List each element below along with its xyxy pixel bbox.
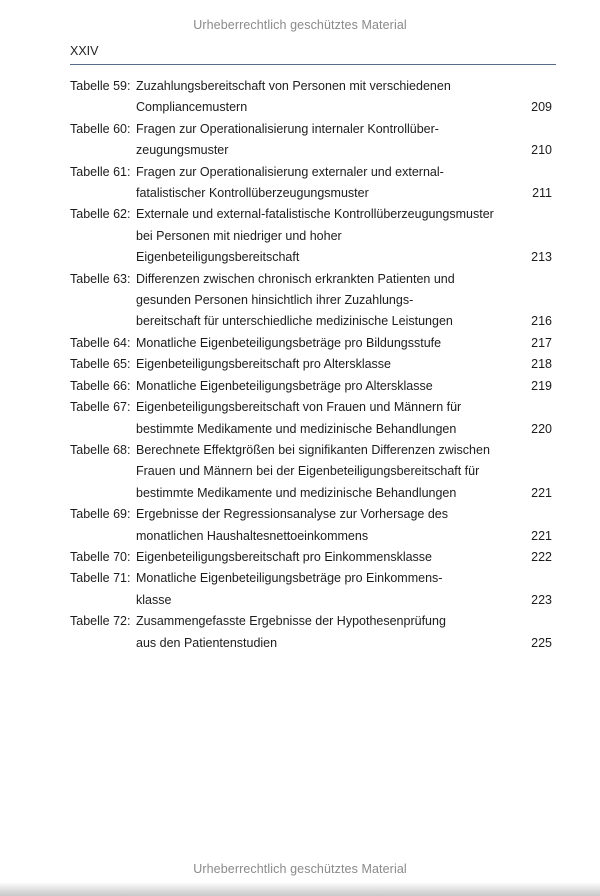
entry-page-number: 225 — [531, 635, 552, 650]
entry-page-number: 210 — [531, 143, 552, 158]
entry-label: Tabelle 64: — [70, 335, 131, 350]
toc-entry — [70, 440, 552, 504]
toc-entry — [70, 333, 552, 354]
toc-entry — [70, 76, 552, 119]
entry-title: Fragen zur Operationalisierung internaler Kontrollüber- zeugungsmuster — [136, 121, 439, 158]
entry-page-number: 211 — [532, 186, 552, 201]
entry-label: Tabelle 71: — [70, 571, 131, 586]
toc-entry — [70, 504, 552, 547]
entry-page-number: 217 — [531, 335, 552, 350]
entry-label: Tabelle 61: — [70, 164, 131, 179]
toc-entry — [70, 354, 552, 375]
entry-page-number: 216 — [531, 314, 552, 329]
toc-entry — [70, 568, 552, 611]
entry-page-number: 220 — [531, 421, 552, 436]
entry-title: Berechnete Effektgrößen bei signifikanten Differenzen zwischen Frauen und Männern bei der Eigenbeteiligungsbereitschaft für bestimmte Medikamente und medizinische Behandlungen — [136, 442, 490, 500]
toc-entry — [70, 547, 552, 568]
toc-entry — [70, 204, 552, 268]
entry-label: Tabelle 65: — [70, 357, 131, 372]
entry-label: Tabelle 60: — [70, 121, 131, 136]
entry-label: Tabelle 59: — [70, 79, 131, 93]
toc-entry — [70, 119, 552, 162]
page-bottom-edge — [0, 882, 600, 896]
toc-entry — [70, 162, 552, 205]
toc-entry — [70, 376, 552, 397]
entry-title: Monatliche Eigenbeteiligungsbeträge pro Bildungsstufe — [136, 335, 442, 350]
entry-title: Fragen zur Operationalisierung externaler und external- fatalistischer Kontrollüberzeugungsmuster — [136, 164, 444, 201]
entry-title: Eigenbeteiligungsbereitschaft pro Einkommensklasse — [136, 549, 432, 564]
entry-label: Tabelle 70: — [70, 549, 131, 564]
entry-label: Tabelle 67: — [70, 400, 131, 415]
entry-label: Tabelle 72: — [70, 614, 131, 629]
entry-page-number: 221 — [531, 485, 552, 500]
page-number: XXIV — [70, 44, 99, 58]
toc-entry — [70, 611, 552, 654]
watermark-top: Urheberrechtlich geschütztes Material — [193, 18, 407, 32]
entry-page-number: 213 — [531, 250, 552, 265]
table-list — [70, 76, 552, 654]
entry-title: Eigenbeteiligungsbereitschaft von Frauen und Männern für bestimmte Medikamente und medizinische Behandlungen — [136, 400, 462, 436]
entry-title: Zuzahlungsbereitschaft von Personen mit verschiedenen Compliancemustern — [136, 79, 451, 115]
entry-title: Zusammengefasste Ergebnisse der Hypothesenprüfung aus den Patientenstudien — [136, 614, 446, 650]
entry-title: Monatliche Eigenbeteiligungsbeträge pro Einkommens- klasse — [136, 571, 443, 607]
header-divider — [70, 64, 556, 65]
entry-page-number: 222 — [531, 549, 552, 564]
entry-page-number: 223 — [531, 592, 552, 607]
entry-page-number: 209 — [531, 100, 552, 115]
entry-label: Tabelle 62: — [70, 207, 131, 222]
toc-entry — [70, 397, 552, 440]
entry-label: Tabelle 63: — [70, 271, 131, 286]
entry-page-number: 218 — [531, 357, 552, 372]
toc-entry — [70, 269, 552, 333]
entry-label: Tabelle 66: — [70, 378, 131, 393]
watermark-bottom: Urheberrechtlich geschütztes Material — [193, 862, 407, 876]
entry-page-number: 219 — [531, 378, 552, 393]
entry-title: Monatliche Eigenbeteiligungsbeträge pro Altersklasse — [136, 378, 433, 393]
entry-label: Tabelle 69: — [70, 507, 131, 522]
entry-title: Eigenbeteiligungsbereitschaft pro Altersklasse — [136, 357, 392, 372]
entry-title: Ergebnisse der Regressionsanalyse zur Vorhersage des monatlichen Haushaltesnettoeinkommens — [136, 507, 448, 543]
entry-title: Externale und external-fatalistische Kontrollüberzeugungsmuster bei Personen mit niedriger und hoher Eigenbeteiligungsbereitschaft — [136, 207, 494, 265]
entry-page-number: 221 — [531, 528, 552, 543]
entry-title: Differenzen zwischen chronisch erkrankten Patienten und gesunden Personen hinsichtlich ihrer Zuzahlungs- bereitschaft für unterschiedliche medizinische Leistungen — [136, 271, 455, 329]
entry-label: Tabelle 68: — [70, 442, 131, 457]
